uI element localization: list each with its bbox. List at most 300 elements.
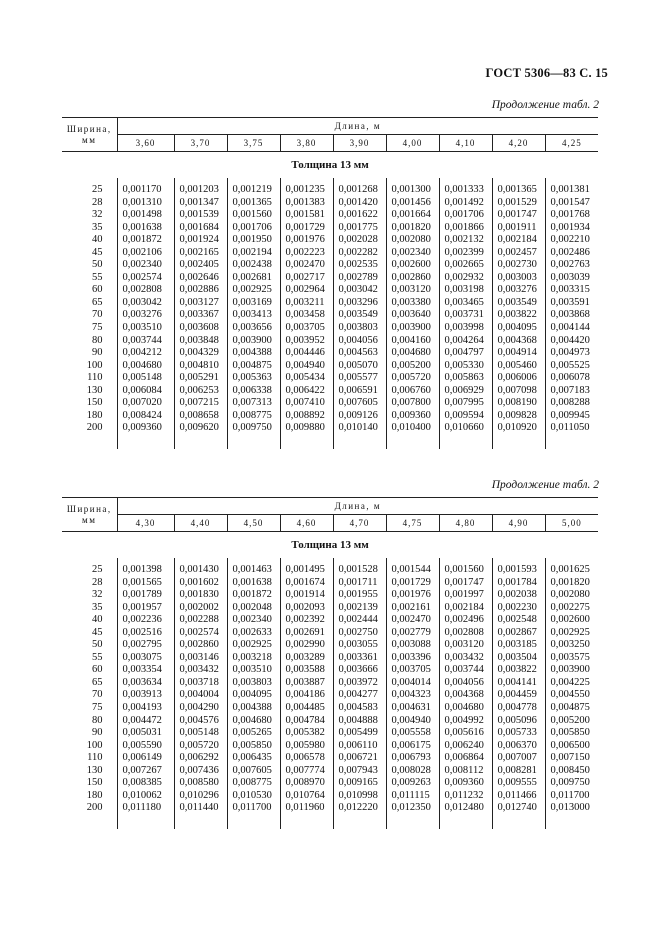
value-cell: 0,005460 (492, 360, 545, 373)
value-cell: 0,002139 (333, 602, 386, 615)
value-cell: 0,002165 (174, 247, 227, 260)
value-cell: 0,001560 (227, 209, 280, 222)
value-cell: 0,003666 (333, 664, 386, 677)
value-cell: 0,002282 (333, 247, 386, 260)
value-cell: 0,001820 (386, 222, 439, 235)
value-cell: 0,007774 (280, 765, 333, 778)
value-cell: 0,003211 (280, 297, 333, 310)
value-cell: 0,003591 (545, 297, 598, 310)
length-column-header: 4,30 (117, 515, 174, 532)
width-cell: 200 (86, 802, 103, 814)
width-cell: 60 (92, 284, 103, 296)
table-row (62, 752, 598, 765)
value-cell: 0,005434 (280, 372, 333, 385)
value-cell: 0,002691 (280, 627, 333, 640)
value-cell: 0,002925 (545, 627, 598, 640)
value-cell: 0,011180 (117, 802, 174, 815)
width-cell: 40 (92, 614, 103, 626)
value-cell: 0,001711 (333, 577, 386, 590)
value-cell: 0,006578 (280, 752, 333, 765)
value-cell: 0,004472 (117, 715, 174, 728)
value-cell: 0,003803 (333, 322, 386, 335)
width-cell: 80 (92, 714, 103, 726)
value-cell: 0,002444 (333, 614, 386, 627)
table-row (62, 385, 598, 398)
value-cell: 0,009620 (174, 422, 227, 435)
value-cell: 0,001398 (117, 564, 174, 577)
thickness-label: Толщина 13 мм (291, 539, 369, 551)
value-cell: 0,002886 (174, 284, 227, 297)
value-cell: 0,001638 (117, 222, 174, 235)
value-cell: 0,003972 (333, 677, 386, 690)
value-cell: 0,003822 (492, 664, 545, 677)
value-cell: 0,002399 (439, 247, 492, 260)
value-cell: 0,003549 (333, 309, 386, 322)
value-cell: 0,002080 (386, 234, 439, 247)
value-cell: 0,008970 (280, 777, 333, 790)
value-cell: 0,003718 (174, 677, 227, 690)
value-cell: 0,006793 (386, 752, 439, 765)
value-cell: 0,004277 (333, 689, 386, 702)
value-cell: 0,010660 (439, 422, 492, 435)
value-cell: 0,004631 (386, 702, 439, 715)
value-cell: 0,002048 (227, 602, 280, 615)
value-cell: 0,003744 (439, 664, 492, 677)
value-cell: 0,003218 (227, 652, 280, 665)
value-cell: 0,002646 (174, 272, 227, 285)
value-cell: 0,005980 (280, 740, 333, 753)
value-cell: 0,010530 (227, 790, 280, 803)
width-cell: 40 (92, 234, 103, 246)
value-cell: 0,001789 (117, 589, 174, 602)
table-row (62, 639, 598, 652)
value-cell: 0,003803 (227, 677, 280, 690)
value-cell: 0,004323 (386, 689, 439, 702)
table-row (62, 247, 598, 260)
value-cell: 0,003900 (545, 664, 598, 677)
value-cell: 0,001565 (117, 577, 174, 590)
value-cell: 0,009555 (492, 777, 545, 790)
value-cell: 0,001638 (227, 577, 280, 590)
value-cell: 0,008450 (545, 765, 598, 778)
table-row (62, 347, 598, 360)
width-cell: 100 (86, 359, 103, 371)
width-cell: 75 (92, 322, 103, 334)
value-cell: 0,001560 (439, 564, 492, 577)
value-cell: 0,001872 (227, 589, 280, 602)
value-cell: 0,002932 (439, 272, 492, 285)
value-cell: 0,002789 (333, 272, 386, 285)
value-cell: 0,005720 (386, 372, 439, 385)
value-cell: 0,003413 (227, 309, 280, 322)
value-cell: 0,004550 (545, 689, 598, 702)
value-cell: 0,001219 (227, 184, 280, 197)
length-column-header: 4,75 (386, 515, 439, 532)
table-row (62, 422, 598, 435)
width-cell: 35 (92, 221, 103, 233)
value-cell: 0,005850 (545, 727, 598, 740)
value-cell: 0,003367 (174, 309, 227, 322)
value-cell: 0,001430 (174, 564, 227, 577)
value-cell: 0,001768 (545, 209, 598, 222)
value-cell: 0,001997 (439, 589, 492, 602)
table-row (62, 197, 598, 210)
value-cell: 0,012220 (333, 802, 386, 815)
width-cell: 55 (92, 651, 103, 663)
value-cell: 0,003549 (492, 297, 545, 310)
value-cell: 0,002223 (280, 247, 333, 260)
value-cell: 0,003289 (280, 652, 333, 665)
value-cell: 0,003185 (492, 639, 545, 652)
value-cell: 0,004888 (333, 715, 386, 728)
value-cell: 0,005616 (439, 727, 492, 740)
value-cell: 0,003900 (386, 322, 439, 335)
value-cell: 0,002038 (492, 589, 545, 602)
value-cell: 0,001365 (492, 184, 545, 197)
width-cell: 180 (86, 409, 103, 421)
value-cell: 0,004014 (386, 677, 439, 690)
table-caption: Продолжение табл. 2 (491, 479, 599, 491)
width-cell: 90 (92, 727, 103, 739)
value-cell: 0,003146 (174, 652, 227, 665)
value-cell: 0,004940 (280, 360, 333, 373)
width-cell: 25 (92, 184, 103, 195)
value-cell: 0,001420 (333, 197, 386, 210)
width-cell: 180 (86, 789, 103, 801)
value-cell: 0,009880 (280, 422, 333, 435)
value-cell: 0,001268 (333, 184, 386, 197)
value-cell: 0,001911 (492, 222, 545, 235)
value-cell: 0,009360 (117, 422, 174, 435)
value-cell: 0,001529 (492, 197, 545, 210)
table-row (62, 184, 598, 197)
value-cell: 0,002750 (333, 627, 386, 640)
table-row (62, 790, 598, 803)
value-cell: 0,001203 (174, 184, 227, 197)
width-cell: 35 (92, 601, 103, 613)
value-cell: 0,001976 (386, 589, 439, 602)
width-cell: 110 (87, 752, 103, 764)
value-cell: 0,001934 (545, 222, 598, 235)
value-cell: 0,007605 (333, 397, 386, 410)
table-row (62, 589, 598, 602)
value-cell: 0,003296 (333, 297, 386, 310)
value-cell: 0,006292 (174, 752, 227, 765)
value-cell: 0,005499 (333, 727, 386, 740)
value-cell: 0,010062 (117, 790, 174, 803)
table-row (62, 777, 598, 790)
value-cell: 0,002457 (492, 247, 545, 260)
length-column-header: 3,90 (333, 135, 386, 152)
value-cell: 0,009945 (545, 410, 598, 423)
value-cell: 0,004160 (386, 335, 439, 348)
value-cell: 0,011232 (439, 790, 492, 803)
value-cell: 0,009594 (439, 410, 492, 423)
value-cell: 0,003848 (174, 335, 227, 348)
length-column-header: 3,60 (117, 135, 174, 152)
value-cell: 0,001544 (386, 564, 439, 577)
value-cell: 0,001924 (174, 234, 227, 247)
value-cell: 0,003003 (492, 272, 545, 285)
width-cell: 70 (92, 309, 103, 321)
value-cell: 0,003120 (386, 284, 439, 297)
table-row (62, 309, 598, 322)
value-cell: 0,012480 (439, 802, 492, 815)
value-cell: 0,007098 (492, 385, 545, 398)
value-cell: 0,006370 (492, 740, 545, 753)
table-row (62, 272, 598, 285)
value-cell: 0,006338 (227, 385, 280, 398)
value-cell: 0,006760 (386, 385, 439, 398)
value-cell: 0,003250 (545, 639, 598, 652)
length-header: Длина, м (117, 118, 598, 135)
width-cell: 32 (92, 589, 103, 601)
value-cell: 0,003432 (174, 664, 227, 677)
value-cell: 0,008385 (117, 777, 174, 790)
value-cell: 0,004680 (227, 715, 280, 728)
value-cell: 0,008775 (227, 410, 280, 423)
value-cell: 0,003088 (386, 639, 439, 652)
value-cell: 0,002438 (227, 259, 280, 272)
value-cell: 0,010140 (333, 422, 386, 435)
value-cell: 0,005525 (545, 360, 598, 373)
width-cell: 150 (86, 777, 103, 789)
value-cell: 0,006864 (439, 752, 492, 765)
value-cell: 0,010764 (280, 790, 333, 803)
value-cell: 0,001365 (227, 197, 280, 210)
width-header: Ширина, мм (62, 498, 117, 532)
table-row (62, 765, 598, 778)
value-cell: 0,003276 (492, 284, 545, 297)
value-cell: 0,010296 (174, 790, 227, 803)
table-row (62, 689, 598, 702)
value-cell: 0,004446 (280, 347, 333, 360)
value-cell: 0,004940 (386, 715, 439, 728)
width-cell: 200 (86, 422, 103, 434)
value-cell: 0,004576 (174, 715, 227, 728)
table-row (62, 410, 598, 423)
value-cell: 0,006435 (227, 752, 280, 765)
value-cell: 0,007943 (333, 765, 386, 778)
value-cell: 0,009360 (439, 777, 492, 790)
value-cell: 0,007007 (492, 752, 545, 765)
width-cell: 65 (92, 676, 103, 688)
width-cell: 45 (92, 246, 103, 258)
value-cell: 0,002210 (545, 234, 598, 247)
value-cell: 0,002161 (386, 602, 439, 615)
value-cell: 0,002470 (280, 259, 333, 272)
value-cell: 0,002340 (227, 614, 280, 627)
table-row (62, 372, 598, 385)
value-cell: 0,004186 (280, 689, 333, 702)
value-cell: 0,005577 (333, 372, 386, 385)
value-cell: 0,001383 (280, 197, 333, 210)
value-cell: 0,008775 (227, 777, 280, 790)
value-cell: 0,002106 (117, 247, 174, 260)
table-row (62, 564, 598, 577)
value-cell: 0,004875 (545, 702, 598, 715)
width-cell: 60 (92, 664, 103, 676)
width-cell: 45 (92, 626, 103, 638)
value-cell: 0,005148 (117, 372, 174, 385)
value-cell: 0,004485 (280, 702, 333, 715)
value-cell: 0,007183 (545, 385, 598, 398)
value-cell: 0,003705 (280, 322, 333, 335)
length-column-header: 5,00 (545, 515, 598, 532)
value-cell: 0,002535 (333, 259, 386, 272)
value-cell: 0,003380 (386, 297, 439, 310)
width-cell: 90 (92, 347, 103, 359)
value-cell: 0,005382 (280, 727, 333, 740)
value-cell: 0,004388 (227, 347, 280, 360)
value-cell: 0,004680 (386, 347, 439, 360)
value-cell: 0,003042 (333, 284, 386, 297)
value-cell: 0,003458 (280, 309, 333, 322)
table-row (62, 715, 598, 728)
value-cell: 0,002665 (439, 259, 492, 272)
table-row (62, 297, 598, 310)
value-cell: 0,002340 (117, 259, 174, 272)
value-cell: 0,011466 (492, 790, 545, 803)
value-cell: 0,002600 (386, 259, 439, 272)
value-cell: 0,003396 (386, 652, 439, 665)
value-cell: 0,009750 (227, 422, 280, 435)
table-row (62, 259, 598, 272)
value-cell: 0,013000 (545, 802, 598, 815)
value-cell: 0,001747 (492, 209, 545, 222)
value-cell: 0,010400 (386, 422, 439, 435)
value-cell: 0,009828 (492, 410, 545, 423)
value-cell: 0,001170 (117, 184, 174, 197)
value-cell: 0,002779 (386, 627, 439, 640)
value-cell: 0,007410 (280, 397, 333, 410)
value-cell: 0,009360 (386, 410, 439, 423)
value-cell: 0,005363 (227, 372, 280, 385)
value-cell: 0,001747 (439, 577, 492, 590)
value-cell: 0,012350 (386, 802, 439, 815)
table-row (62, 209, 598, 222)
width-header: Ширина, мм (62, 118, 117, 152)
value-cell: 0,002860 (174, 639, 227, 652)
value-cell: 0,002925 (227, 639, 280, 652)
value-cell: 0,001830 (174, 589, 227, 602)
width-cell: 65 (92, 296, 103, 308)
value-cell: 0,002600 (545, 614, 598, 627)
value-cell: 0,004973 (545, 347, 598, 360)
value-cell: 0,011700 (545, 790, 598, 803)
value-cell: 0,004368 (439, 689, 492, 702)
value-cell: 0,001729 (280, 222, 333, 235)
width-cell: 55 (92, 271, 103, 283)
value-cell: 0,002867 (492, 627, 545, 640)
value-cell: 0,008190 (492, 397, 545, 410)
value-cell: 0,004778 (492, 702, 545, 715)
value-cell: 0,002184 (439, 602, 492, 615)
value-cell: 0,004193 (117, 702, 174, 715)
value-cell: 0,002730 (492, 259, 545, 272)
value-cell: 0,004329 (174, 347, 227, 360)
width-cell: 110 (87, 372, 103, 384)
value-cell: 0,003075 (117, 652, 174, 665)
value-cell: 0,002681 (227, 272, 280, 285)
value-cell: 0,003055 (333, 639, 386, 652)
value-cell: 0,009263 (386, 777, 439, 790)
value-cell: 0,003504 (492, 652, 545, 665)
value-cell: 0,003588 (280, 664, 333, 677)
value-cell: 0,004992 (439, 715, 492, 728)
value-cell: 0,002405 (174, 259, 227, 272)
value-cell: 0,003120 (439, 639, 492, 652)
value-cell: 0,010998 (333, 790, 386, 803)
width-cell: 130 (86, 764, 103, 776)
value-cell: 0,008028 (386, 765, 439, 778)
length-column-header: 3,75 (227, 135, 280, 152)
value-cell: 0,001310 (117, 197, 174, 210)
value-cell: 0,002808 (439, 627, 492, 640)
value-cell: 0,005558 (386, 727, 439, 740)
value-cell: 0,011960 (280, 802, 333, 815)
value-cell: 0,002002 (174, 602, 227, 615)
table-row (62, 222, 598, 235)
value-cell: 0,003822 (492, 309, 545, 322)
value-cell: 0,005590 (117, 740, 174, 753)
value-cell: 0,001957 (117, 602, 174, 615)
value-cell: 0,003868 (545, 309, 598, 322)
length-header: Длина, м (117, 498, 598, 515)
value-cell: 0,011700 (227, 802, 280, 815)
value-cell: 0,004212 (117, 347, 174, 360)
value-cell: 0,004095 (227, 689, 280, 702)
value-cell: 0,002470 (386, 614, 439, 627)
value-cell: 0,002132 (439, 234, 492, 247)
value-cell: 0,006721 (333, 752, 386, 765)
value-cell: 0,002496 (439, 614, 492, 627)
value-cell: 0,004810 (174, 360, 227, 373)
value-cell: 0,002964 (280, 284, 333, 297)
table-row (62, 322, 598, 335)
table-row (62, 284, 598, 297)
value-cell: 0,004004 (174, 689, 227, 702)
value-cell: 0,006006 (492, 372, 545, 385)
value-cell: 0,001492 (439, 197, 492, 210)
value-cell: 0,003900 (227, 335, 280, 348)
value-cell: 0,005265 (227, 727, 280, 740)
value-cell: 0,007605 (227, 765, 280, 778)
value-cell: 0,003354 (117, 664, 174, 677)
value-cell: 0,003705 (386, 664, 439, 677)
value-cell: 0,001866 (439, 222, 492, 235)
value-cell: 0,001820 (545, 577, 598, 590)
value-cell: 0,001684 (174, 222, 227, 235)
table-row (62, 614, 598, 627)
value-cell: 0,002392 (280, 614, 333, 627)
value-cell: 0,003575 (545, 652, 598, 665)
value-cell: 0,002925 (227, 284, 280, 297)
value-cell: 0,001547 (545, 197, 598, 210)
value-cell: 0,001235 (280, 184, 333, 197)
value-cell: 0,001456 (386, 197, 439, 210)
value-cell: 0,002028 (333, 234, 386, 247)
value-cell: 0,001581 (280, 209, 333, 222)
value-cell: 0,004141 (492, 677, 545, 690)
value-cell: 0,004144 (545, 322, 598, 335)
value-cell: 0,001539 (174, 209, 227, 222)
value-cell: 0,008658 (174, 410, 227, 423)
value-cell: 0,002340 (386, 247, 439, 260)
table-row (62, 702, 598, 715)
value-cell: 0,004388 (227, 702, 280, 715)
table-row (62, 664, 598, 677)
